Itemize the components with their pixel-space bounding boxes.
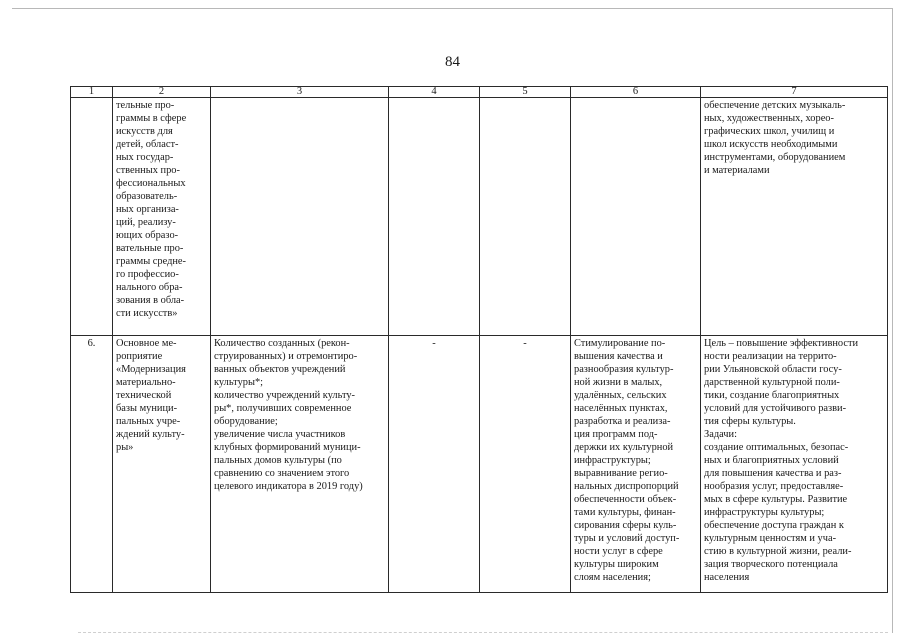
text-line: сравнению со значением этого — [214, 468, 350, 479]
table-header-row — [71, 87, 888, 98]
text-line: создание оптимальных, безопас- — [704, 442, 849, 453]
text-line: ности реализации на террито- — [704, 351, 837, 362]
text-line: выравнивание регио- — [574, 468, 668, 479]
text-line: сирования сферы куль- — [574, 520, 677, 531]
text-line: культуры широким — [574, 559, 659, 570]
table-row — [71, 98, 888, 336]
text-line: граммы средне- — [116, 256, 186, 267]
row2-col5-cell: - — [480, 336, 571, 593]
text-line: ной жизни в малых, — [574, 377, 663, 388]
text-line: пальных учре- — [116, 416, 181, 427]
text-line: роприятие — [116, 351, 163, 362]
row2-col3-cell — [211, 336, 389, 593]
text-line: ных государ- — [116, 152, 174, 163]
text-line: ры*, получивших современное — [214, 403, 352, 414]
col-header-6: 6 — [571, 87, 701, 98]
row2-col7-cell — [701, 336, 888, 593]
text-line: нальных диспропорций — [574, 481, 679, 492]
text-line: обеспечение доступа граждан к — [704, 520, 844, 531]
text-line: тия сферы культуры. — [704, 416, 796, 427]
text-line: детей, област- — [116, 139, 179, 150]
text-line: сти искусств» — [116, 308, 178, 319]
text-line: ванных объектов учреждений — [214, 364, 346, 375]
scan-edge-marks — [78, 632, 888, 635]
text-line: вышения качества и — [574, 351, 663, 362]
text-line: ных и благоприятных условий — [704, 455, 839, 466]
row2-col6-cell — [571, 336, 701, 593]
row1-col5-cell — [480, 98, 571, 336]
text-line: ций, реализу- — [116, 217, 176, 228]
text-line: ных, художественных, хорео- — [704, 113, 834, 124]
text-line: «Модернизация — [116, 364, 186, 375]
text-line: Количество созданных (рекон- — [214, 338, 350, 349]
text-line: инструментами, оборудованием — [704, 152, 846, 163]
text-line: тами культуры, финан- — [574, 507, 676, 518]
col-header-1: 1 — [71, 87, 113, 98]
text-line: для повышения качества и раз- — [704, 468, 842, 479]
text-line: условий для устойчивого разви- — [704, 403, 847, 414]
row1-col2-cell — [113, 98, 211, 336]
text-line: нального обра- — [116, 282, 183, 293]
text-line: фессиональных — [116, 178, 186, 189]
text-line: ждений культу- — [116, 429, 185, 440]
table-row — [71, 336, 888, 593]
text-line: Стимулирование по- — [574, 338, 666, 349]
page-number: 84 — [445, 54, 460, 70]
text-line: и материалами — [704, 165, 770, 176]
col-header-5: 5 — [480, 87, 571, 98]
text-line: пальных домов культуры (по — [214, 455, 342, 466]
row2-col4-cell: - — [389, 336, 480, 593]
text-line: зования в обла- — [116, 295, 185, 306]
text-line: тельные про- — [116, 100, 175, 111]
text-line: школ искусств необходимыми — [704, 139, 838, 150]
text-line: Основное ме- — [116, 338, 177, 349]
col-header-7: 7 — [701, 87, 888, 98]
text-line: ция программ под- — [574, 429, 658, 440]
text-line: нообразия услуг, предоставляе- — [704, 481, 844, 492]
text-line: оборудование; — [214, 416, 278, 427]
text-line: инфраструктуры; — [574, 455, 651, 466]
text-line: искусств для — [116, 126, 173, 137]
text-line: ных организа- — [116, 204, 179, 215]
text-line: клубных формирований муници- — [214, 442, 361, 453]
row2-col2-cell — [113, 336, 211, 593]
text-line: целевого индикатора в 2019 году) — [214, 481, 363, 492]
row1-col1-cell — [71, 98, 113, 336]
text-line: Цель – повышение эффективности — [704, 338, 859, 349]
text-line: дарственной культурной поли- — [704, 377, 840, 388]
row2-col1-cell: 6. — [71, 336, 113, 593]
text-line: туры и условий доступ- — [574, 533, 680, 544]
text-line: разнообразия культур- — [574, 364, 674, 375]
row1-col6-cell — [571, 98, 701, 336]
text-line: удалённых, сельских — [574, 390, 667, 401]
text-line: ющих образо- — [116, 230, 179, 241]
text-line: образователь- — [116, 191, 178, 202]
text-line: обеспеченности объек- — [574, 494, 677, 505]
text-line: увеличение числа участников — [214, 429, 346, 440]
text-line: культурным ценностям и уча- — [704, 533, 837, 544]
text-line: слоям населения; — [574, 572, 651, 583]
text-line: культуры*; — [214, 377, 264, 388]
text-line: материально- — [116, 377, 176, 388]
text-line: рии Ульяновской области госу- — [704, 364, 842, 375]
text-line: обеспечение детских музыкаль- — [704, 100, 846, 111]
text-line: технической — [116, 390, 172, 401]
row1-col3-cell — [211, 98, 389, 336]
text-line: зация творческого потенциала — [704, 559, 838, 570]
text-line: количество учреждений культу- — [214, 390, 356, 401]
text-line: населённых пунктах, — [574, 403, 668, 414]
text-line: держки их культурной — [574, 442, 674, 453]
text-line: инфраструктуры культуры; — [704, 507, 825, 518]
row1-col7-cell — [701, 98, 888, 336]
text-line: ности услуг в сфере — [574, 546, 663, 557]
text-line: ры» — [116, 442, 134, 453]
text-line: населения — [704, 572, 750, 583]
col-header-3: 3 — [211, 87, 389, 98]
text-line: Задачи: — [704, 429, 737, 440]
row1-col4-cell — [389, 98, 480, 336]
text-line: базы муници- — [116, 403, 178, 414]
col-header-2: 2 — [113, 87, 211, 98]
text-line: стию в культурной жизни, реали- — [704, 546, 852, 557]
col-header-4: 4 — [389, 87, 480, 98]
text-line: ственных про- — [116, 165, 180, 176]
text-line: граммы в сфере — [116, 113, 187, 124]
text-line: го профессио- — [116, 269, 179, 280]
data-table — [70, 86, 888, 593]
text-line: графических школ, училищ и — [704, 126, 835, 137]
text-line: струированных) и отремонтиро- — [214, 351, 358, 362]
text-line: разработка и реализа- — [574, 416, 671, 427]
text-line: тики, создание благоприятных — [704, 390, 840, 401]
text-line: вательные про- — [116, 243, 184, 254]
text-line: мых в сфере культуры. Развитие — [704, 494, 848, 505]
